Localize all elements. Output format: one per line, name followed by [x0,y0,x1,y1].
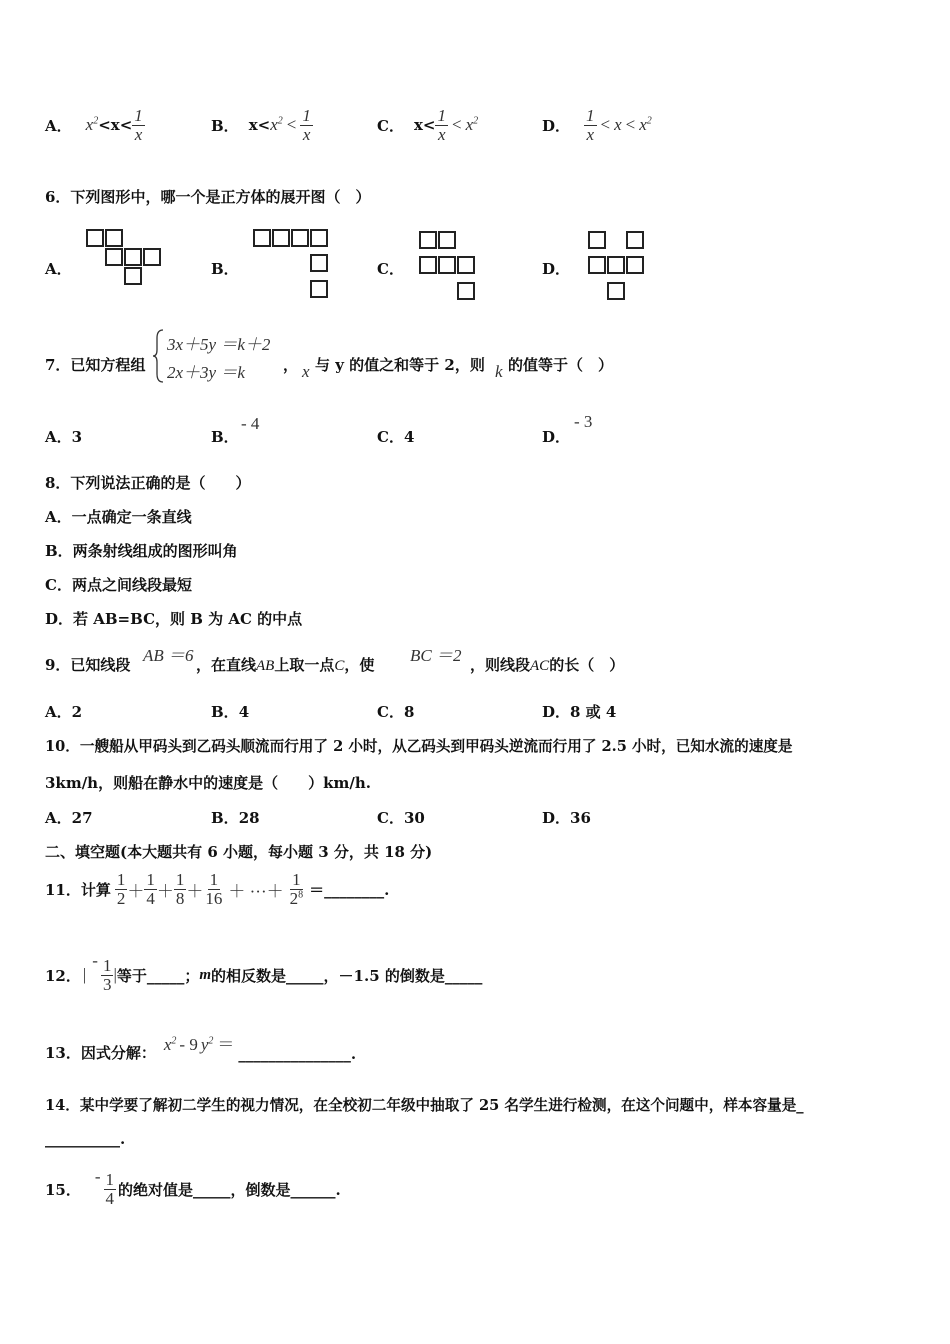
q7-var-k: k [495,362,503,381]
equation-system: 3x＋5y ＝k＋2 2x＋3y ＝k [153,328,283,384]
q6-label-c: C． [377,260,404,278]
fraction: $\frac{1}{16}$ [205,869,223,908]
fraction: $\frac{1}{3}$ [102,955,112,994]
q9-stem-2: ，在直线AB上取一点C，使 [196,656,375,674]
fraction: $\frac{1}{8}$ [175,869,185,908]
q7-option-a: A．3 [45,428,83,446]
fraction: $\frac{1}{x}$ [134,105,143,144]
q6-label-b: B． [211,260,239,278]
q6-label-a: A． [45,260,72,278]
fraction: $\frac{1}{x}$ [302,105,311,144]
q10-option-d: D．36 [542,809,591,827]
q7-var-x: x [302,362,310,381]
q6-label-d: D． [542,260,571,278]
q10-line2: 3km/h，则船在静水中的速度是（ ）km/h. [45,774,371,792]
fraction: $\frac{1}{4}$ [146,869,155,908]
q7-stem-post: 的值等于（ ） [508,356,614,374]
q9-stem: 9．已知线段 [45,656,131,674]
q5-option-d: D． $\frac{1}{x}$ < x < $x^2$ [542,105,652,144]
q11: 11．计算 $\frac{1}{2}$ ＋ $\frac{1}{4}$ ＋ $\frac{1}{8}$ ＋ $\frac{1}{16}$ ＋ ···＋ $\frac{1}{2^8}$ ＝________. [45,869,390,908]
fraction: $\frac{1}{4}$ [105,1169,115,1208]
q7-stem-mid: 与 y 的值之和等于 2，则 [315,356,485,374]
q15: 15． - $\frac{1}{4}$ 的绝对值是_____，倒数是______. [45,1167,341,1208]
q14-line2: __________. [45,1130,126,1148]
q8-option-c: C．两点之间线段最短 [45,576,192,594]
q10-option-a: A．27 [45,809,93,827]
q5-option-a: A． $x^2$ <x< $\frac{1}{x}$ [45,105,143,144]
q7-option-d-value: - 3 [574,412,593,431]
q9-option-a: A．2 [45,703,83,721]
fraction: $\frac{1}{2^8}$ [289,869,304,908]
section-title: 二、填空题(本大题共有 6 小题，每小题 3 分，共 18 分) [45,843,433,861]
q7-option-c: C．4 [377,428,415,446]
q9-option-b: B．4 [211,703,250,721]
q9-stem-3: ，则线段AC的长（ ） [470,656,625,674]
q13: 13．因式分解： $x^2$ - 9 $y^2$ ＝ _______________. [45,1035,357,1063]
q10-option-c: C．30 [377,809,425,827]
q7-option-b: B． [211,428,239,446]
q7-option-d: D． [542,428,571,446]
q14-line1: 14．某中学要了解初二学生的视力情况，在全校初二年级中抽取了 25 名学生进行检测，在这个问题中，样本容量是_ [45,1097,804,1114]
q9-math-ab: AB ＝6 [143,646,194,665]
q7-comma: ， [283,356,299,374]
q12: 12． | - $\frac{1}{3}$ | 等于_____； m 的相反数是_____，－1.5 的倒数是_____ [45,951,483,994]
fraction: $\frac{1}{2}$ [116,869,126,908]
q8-option-b: B．两条射线组成的图形叫角 [45,542,238,560]
fraction: $\frac{1}{x}$ [586,105,595,144]
q8-option-a: A．一点确定一条直线 [45,508,192,526]
brace-icon [153,328,165,384]
q7-option-b-value: - 4 [241,414,260,433]
fraction: $\frac{1}{x}$ [437,105,446,144]
q5-option-c: C． x< $\frac{1}{x}$ < $x^2$ [377,105,479,144]
q10-option-b: B．28 [211,809,260,827]
q6-stem: 6．下列图形中，哪一个是正方体的展开图（ ） [45,188,371,206]
q9-option-d: D．8 或 4 [542,703,617,721]
q5-option-b: B． x< $x^2$ < $\frac{1}{x}$ [211,105,311,144]
q8-stem: 8．下列说法正确的是（ ） [45,474,251,492]
q10-line1: 10．一艘船从甲码头到乙码头顺流而行用了 2 小时，从乙码头到甲码头逆流而行用了 2.5 小时，已知水流的速度是 [45,738,793,755]
q7-stem-pre: 7．已知方程组 [45,356,146,374]
q9-math-bc: BC ＝2 [410,646,462,665]
q8-option-d: D．若 AB=BC，则 B 为 AC 的中点 [45,610,303,628]
q9-option-c: C．8 [377,703,415,721]
